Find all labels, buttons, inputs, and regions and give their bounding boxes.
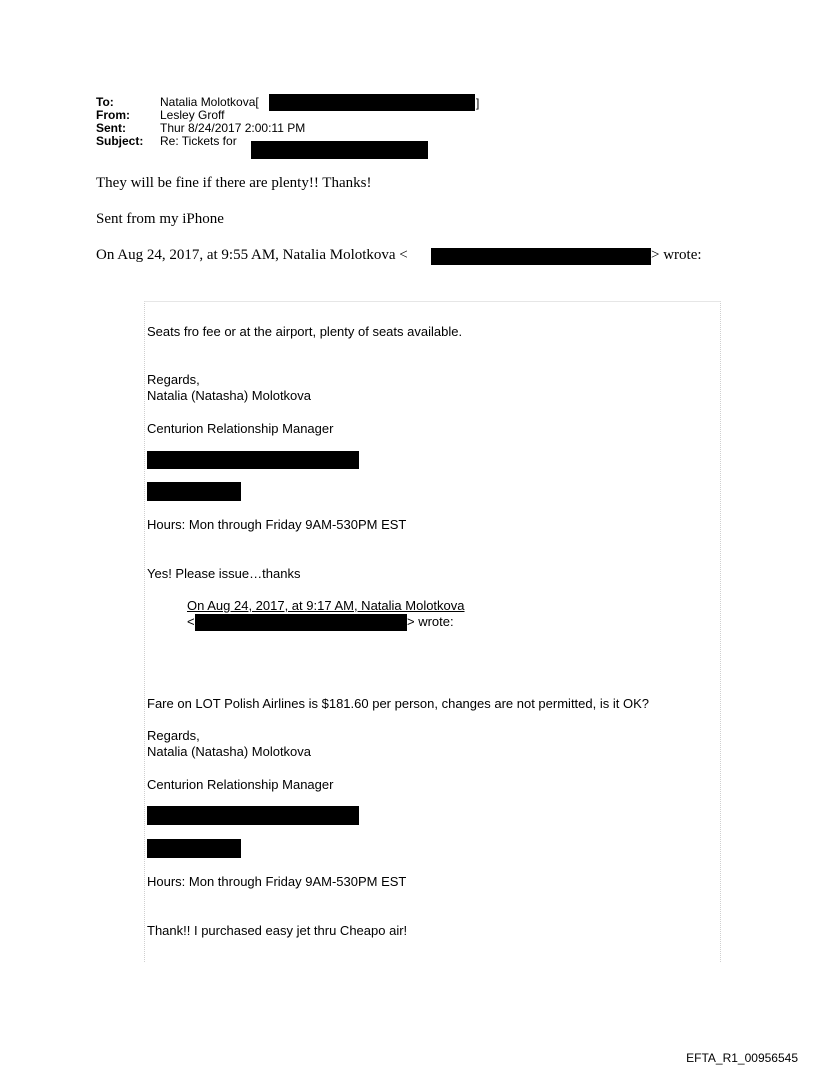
sender-title-1: Centurion Relationship Manager xyxy=(147,421,334,436)
thanks-line: Thank!! I purchased easy jet thru Cheapo air! xyxy=(147,923,408,938)
message-signature: Sent from my iPhone xyxy=(96,211,224,227)
regards-1: Regards, xyxy=(147,372,200,387)
inner-wrote-line-1: On Aug 24, 2017, at 9:17 AM, Natalia Molotkova xyxy=(187,598,465,613)
to-close-bracket: ] xyxy=(476,96,480,110)
to-value: Natalia Molotkova[ xyxy=(160,95,259,109)
hours-2: Hours: Mon through Friday 9AM-530PM EST xyxy=(147,874,407,889)
sender-name-1: Natalia (Natasha) Molotkova xyxy=(147,388,312,403)
document-id: EFTA_R1_00956545 xyxy=(686,1051,798,1065)
message-line-1: They will be fine if there are plenty!! Thanks! xyxy=(96,175,372,191)
redaction-contact-1b xyxy=(147,482,241,501)
redaction-inner-email xyxy=(195,614,407,631)
inner-wrote-prefix: < xyxy=(187,614,195,629)
from-label: From: xyxy=(96,108,130,122)
subject-value: Re: Tickets for xyxy=(160,134,237,148)
seats-line: Seats fro fee or at the airport, plenty of seats available. xyxy=(147,324,463,339)
inner-wrote-suffix: > wrote: xyxy=(407,614,454,629)
hours-1: Hours: Mon through Friday 9AM-530PM EST xyxy=(147,517,407,532)
redaction-to-email xyxy=(269,94,475,111)
redaction-sender-email xyxy=(431,248,651,265)
redaction-contact-2b xyxy=(147,839,241,858)
sender-title-2: Centurion Relationship Manager xyxy=(147,777,334,792)
to-label: To: xyxy=(96,95,114,109)
fare-line: Fare on LOT Polish Airlines is $181.60 per person, changes are not permitted, is it OK? xyxy=(147,696,649,711)
regards-2: Regards, xyxy=(147,728,200,743)
redaction-subject xyxy=(251,141,428,159)
wrote-suffix: > wrote: xyxy=(651,247,702,263)
yes-line: Yes! Please issue…thanks xyxy=(147,566,301,581)
redaction-contact-1a xyxy=(147,451,359,469)
message-wrote-line xyxy=(96,247,408,264)
sent-value: Thur 8/24/2017 2:00:11 PM xyxy=(160,121,306,135)
redaction-contact-2a xyxy=(147,806,359,825)
wrote-prefix: On Aug 24, 2017, at 9:55 AM, Natalia Molotkova < xyxy=(96,247,408,263)
from-value: Lesley Groff xyxy=(160,108,225,122)
sender-name-2: Natalia (Natasha) Molotkova xyxy=(147,744,312,759)
sent-label: Sent: xyxy=(96,121,126,135)
subject-label: Subject: xyxy=(96,134,144,148)
